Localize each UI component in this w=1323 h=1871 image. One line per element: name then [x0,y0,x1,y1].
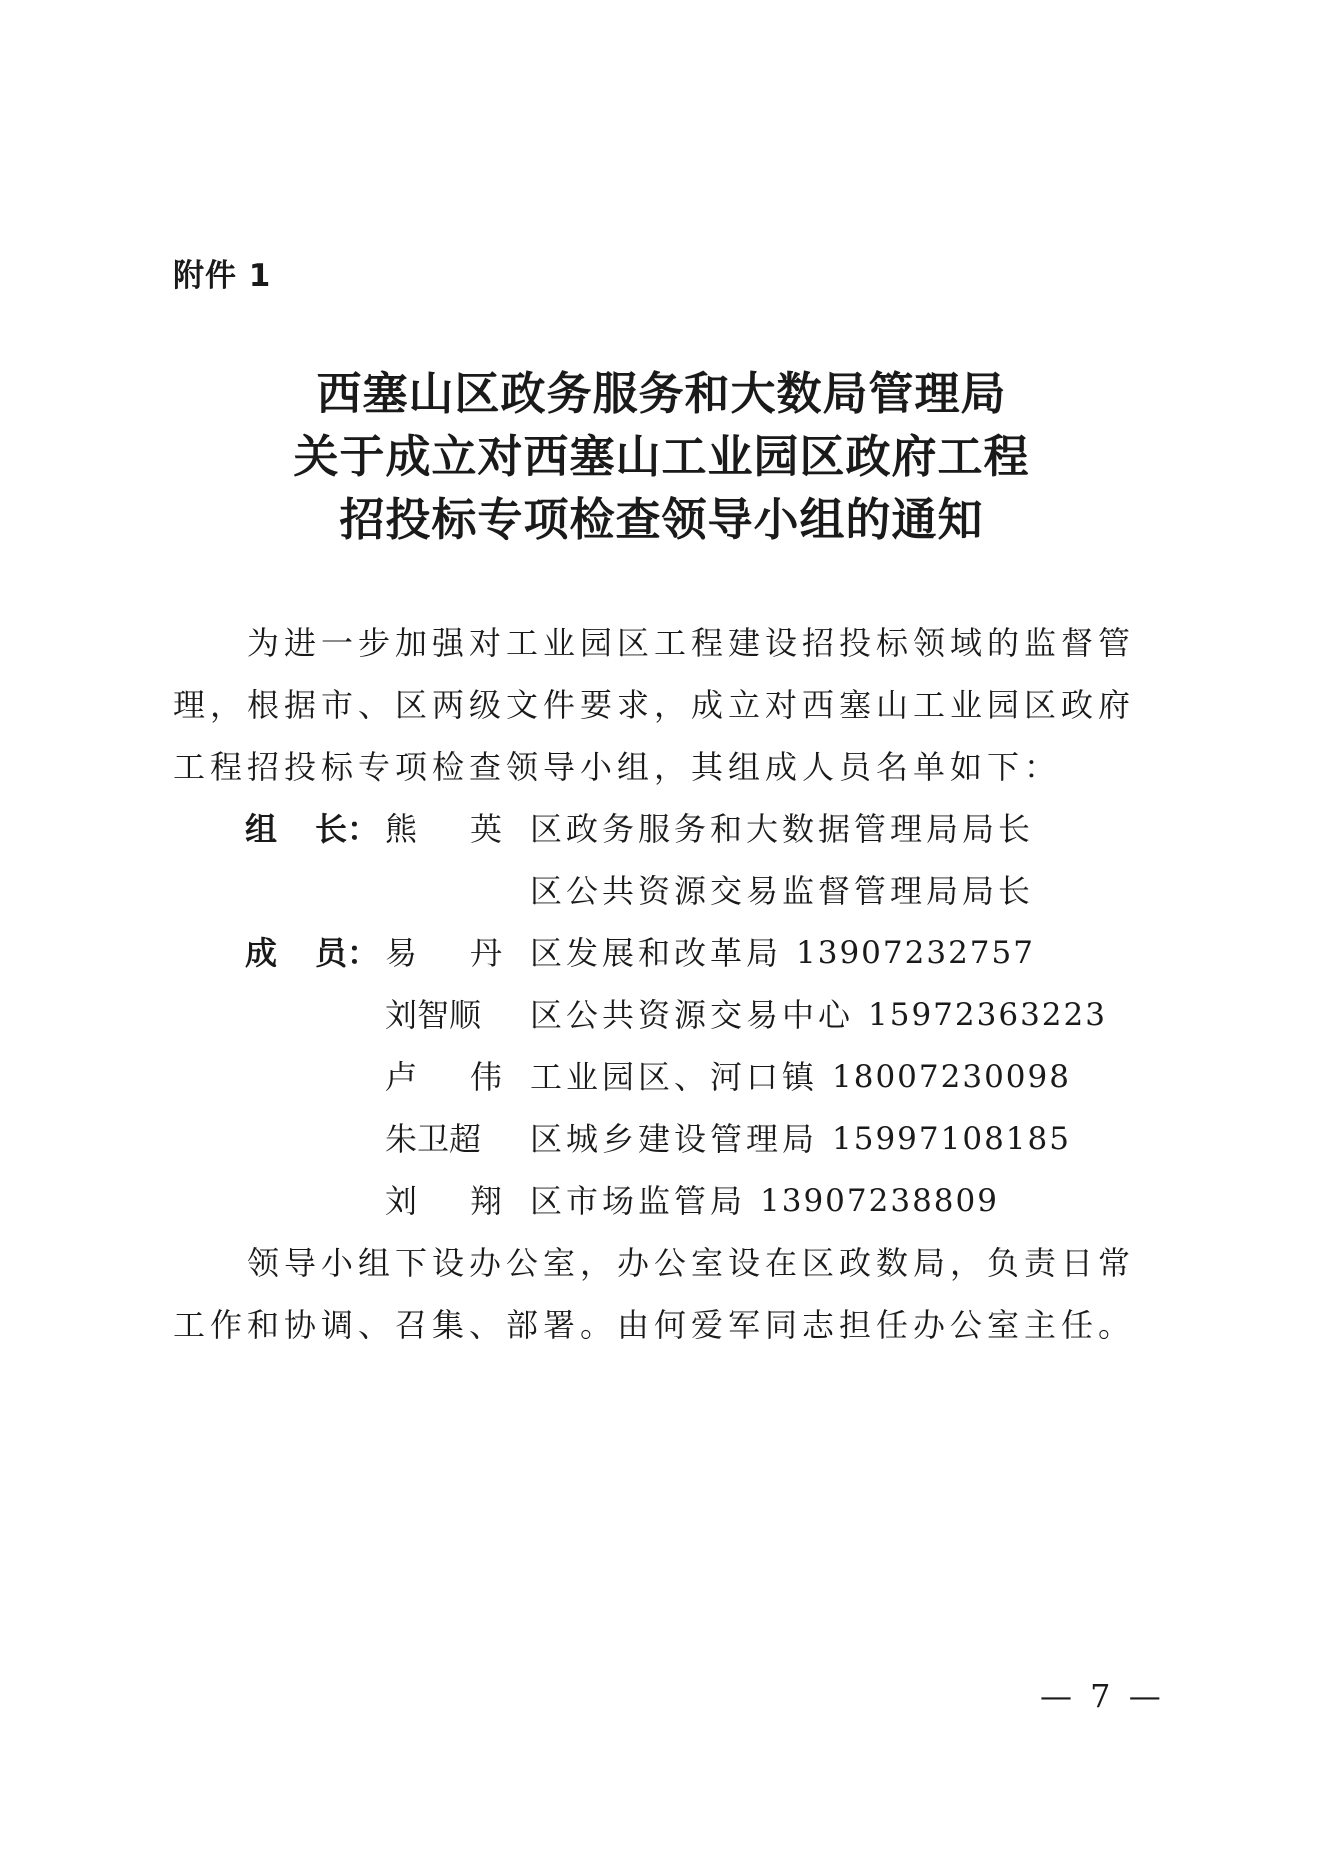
member-unit: 工业园区、河口镇 [530,1058,819,1096]
member-phone: 15997108185 [832,1121,1071,1157]
name-char: 熊 [385,810,418,848]
title-line-2: 关于成立对西塞山工业园区政府工程 [293,430,1030,483]
member-row [173,922,1163,984]
member-unit: 区市场监管局 [530,1182,747,1220]
member-row [173,984,1163,1046]
member-row [173,1046,1163,1108]
role-label-members [173,922,385,984]
member-unit: 区发展和改革局 [530,934,783,972]
leader-row-2 [173,860,1163,922]
member-name: 易 丹 [385,934,502,972]
title-line-1: 西塞山区政务服务和大数局管理局 [316,367,1007,420]
member-row [173,1108,1163,1170]
leader-title-2: 区公共资源交易监督管理局局长 [530,872,1035,910]
role-char: 长： [314,810,379,848]
role-char: 员： [314,934,379,972]
member-phone: 13907232757 [796,935,1035,971]
member-name: 刘智顺 [385,996,482,1034]
roster [173,798,1163,1232]
role-char: 组 [245,810,278,848]
document-title [0,362,1323,551]
closing-paragraph: 领导小组下设办公室，办公室设在区政数局，负责日常工作和协调、召集、部署。由何爱军同志担任办公室主任。 [173,1244,1136,1344]
member-phone: 13907238809 [760,1183,999,1219]
member-unit: 区城乡建设管理局 [530,1120,819,1158]
member-name: 卢 伟 [385,1058,502,1096]
member-phone: 15972363223 [868,997,1107,1033]
member-name: 朱卫超 [385,1120,482,1158]
leader-title-1: 区政务服务和大数据管理局局长 [530,810,1035,848]
role-label-leader [173,798,385,860]
leader-name [385,798,530,860]
role-char: 成 [245,934,278,972]
member-phone: 18007230098 [832,1059,1071,1095]
attachment-label: 附件 1 [173,258,272,294]
member-row [173,1170,1163,1232]
title-line-3: 招投标专项检查领导小组的通知 [339,493,984,546]
page-number: — 7 — [1040,1677,1165,1715]
intro-paragraph: 为进一步加强对工业园区工程建设招投标领域的监督管理，根据市、区两级文件要求，成立对西塞山工业园区政府工程招投标专项检查领导小组，其组成人员名单如下： [173,624,1136,786]
document-body [173,612,1163,1356]
member-name: 刘 翔 [385,1182,502,1220]
member-unit: 区公共资源交易中心 [530,996,855,1034]
name-char: 英 [469,810,502,848]
leader-row [173,798,1163,860]
